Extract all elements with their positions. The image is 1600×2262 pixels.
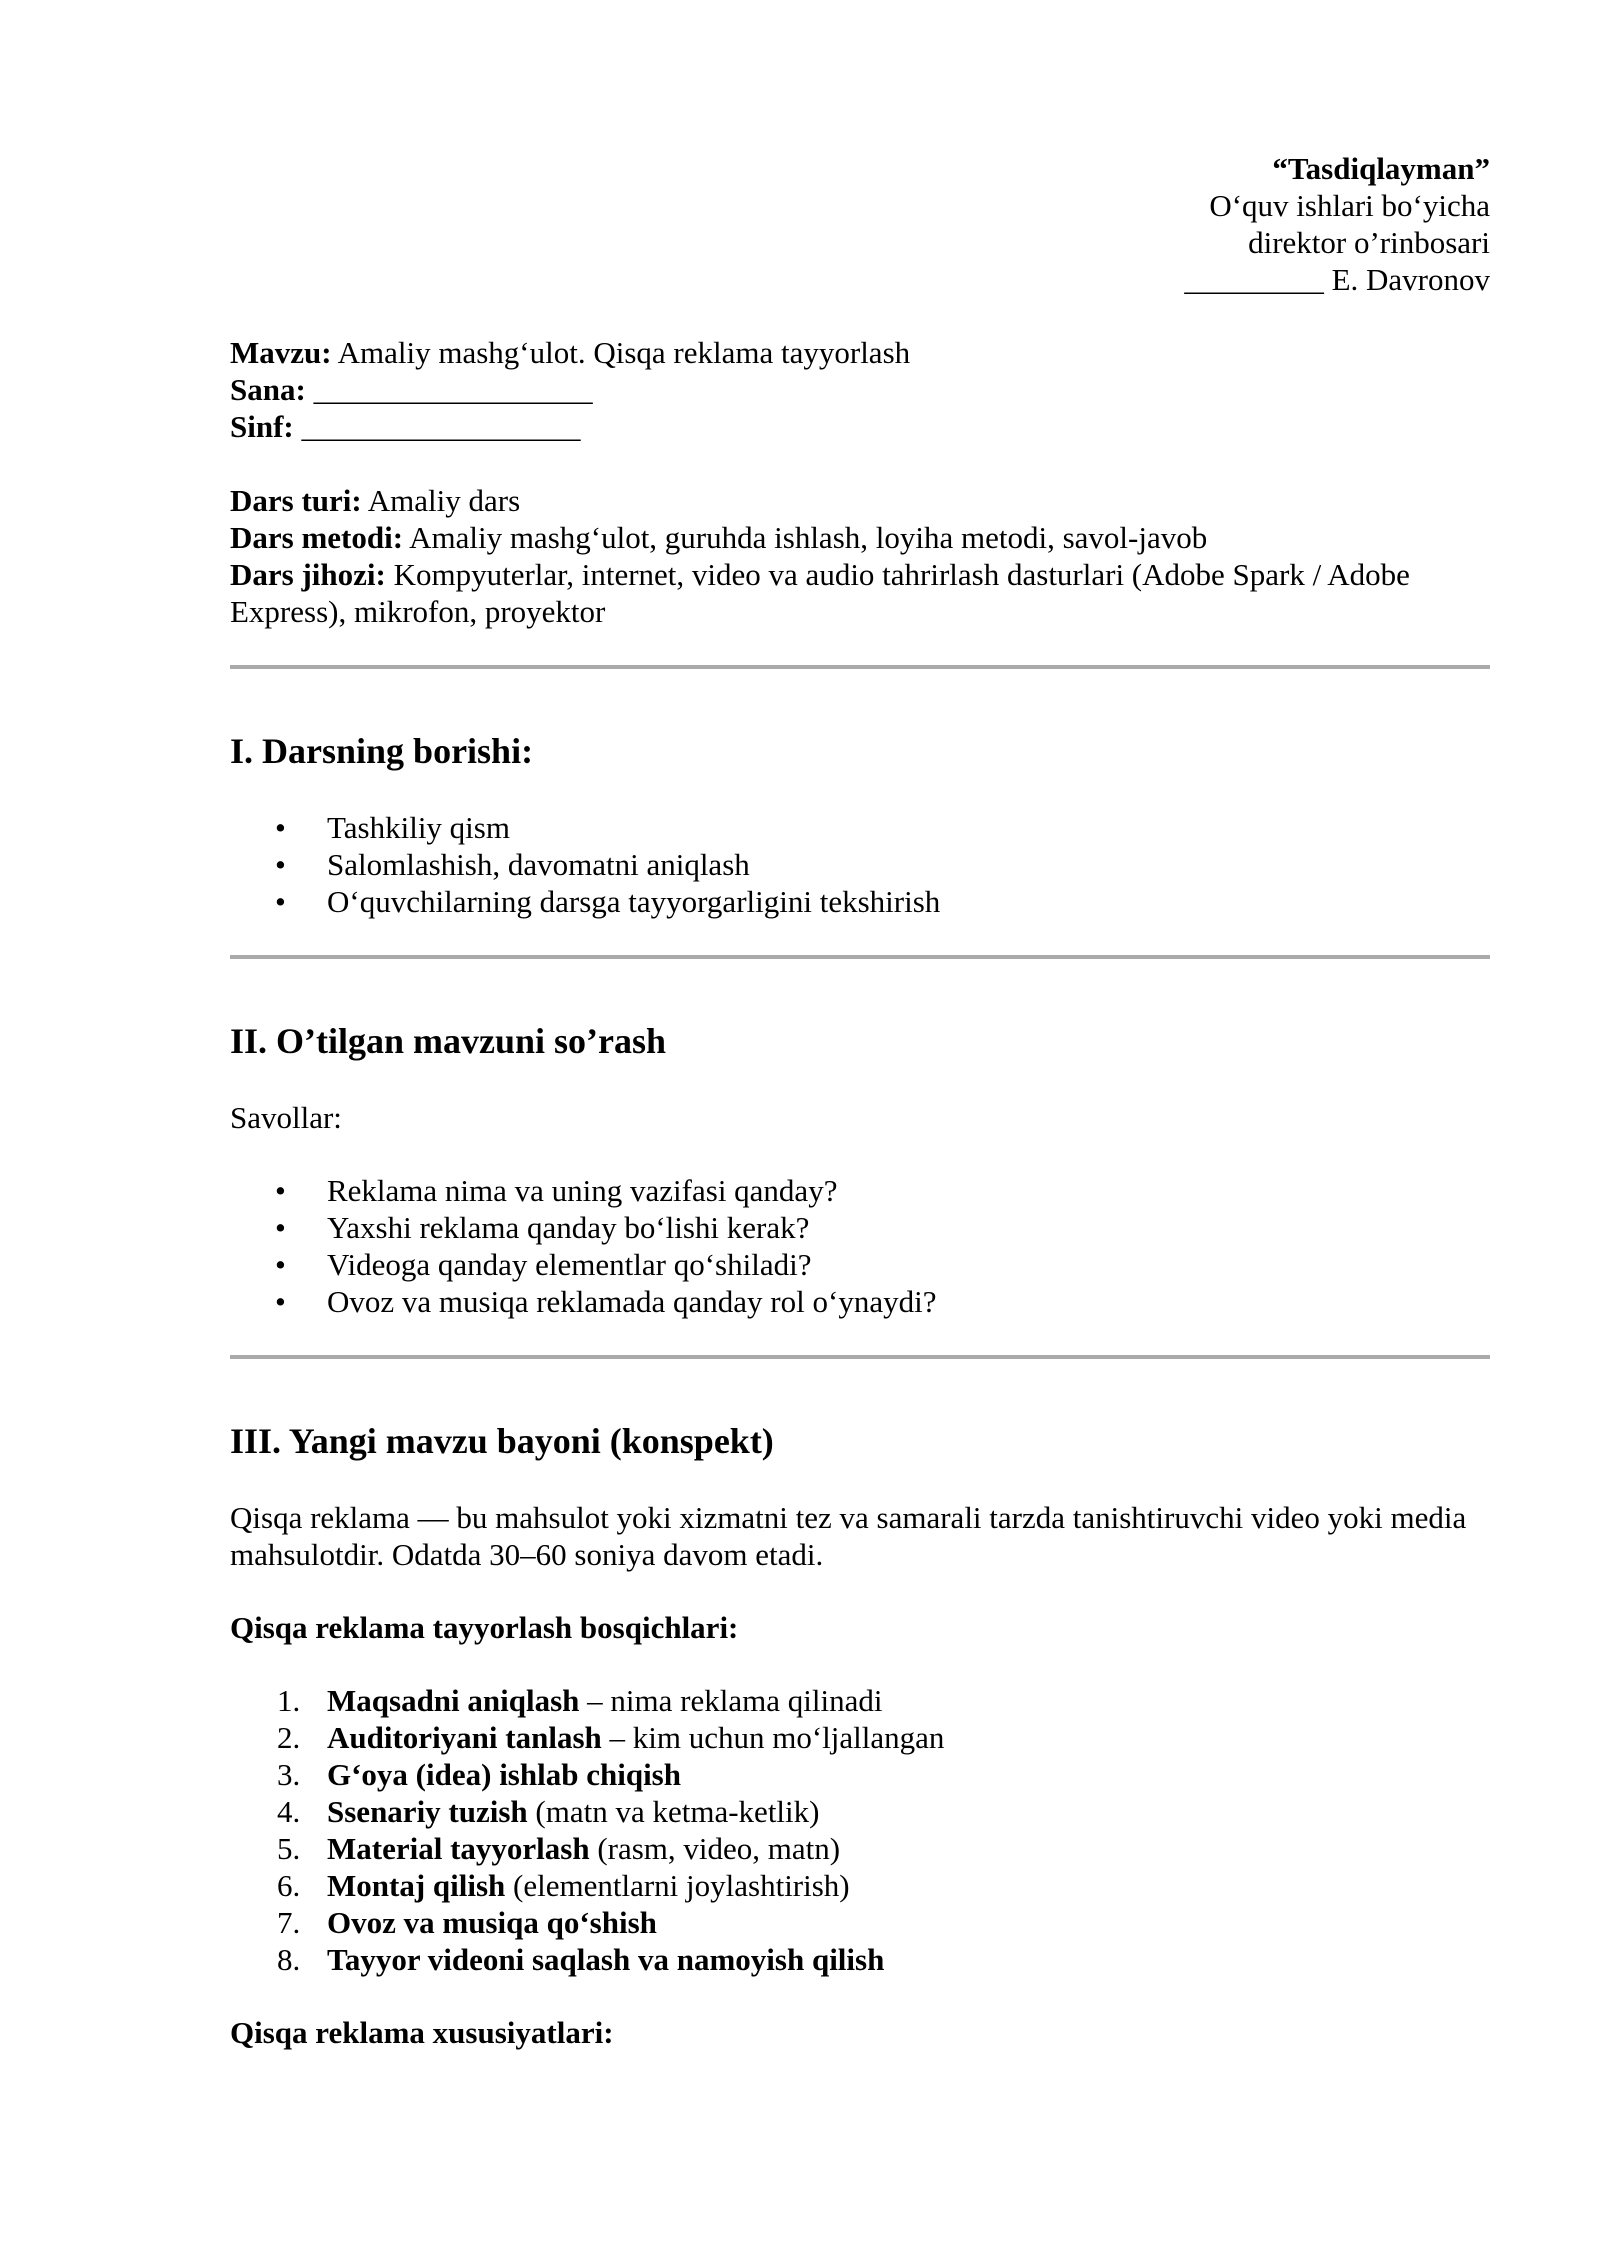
- step-number: 5.: [277, 1831, 301, 1866]
- list-item: 6. Montaj qilish (elementlarni joylashtirish): [277, 1868, 850, 1903]
- lesson-steps-list: [230, 809, 1490, 920]
- lesson-type-label: Dars turi:: [230, 483, 362, 518]
- definition-paragraph: Qisqa reklama — bu mahsulot yoki xizmatni tez va samarali tarzda tanishtiruvchi video yoki media mahsulotdir. Odatda 30–60 soniya davom etadi.: [230, 1500, 1467, 1572]
- section-heading: II. O’tilgan mavzuni so’rash: [230, 1021, 667, 1061]
- lesson-method-value: Amaliy mashg‘ulot, guruhda ishlash, loyiha metodi, savol-javob: [403, 520, 1208, 555]
- bullet-icon: •: [275, 1210, 286, 1245]
- steps-title: Qisqa reklama tayyorlash bosqichlari:: [230, 1610, 739, 1645]
- step-number: 2.: [277, 1720, 301, 1755]
- lesson-type-value: Amaliy dars: [361, 483, 521, 518]
- list-item: • Videoga qanday elementlar qo‘shiladi?: [275, 1247, 812, 1282]
- topic-line: [230, 334, 1490, 371]
- approval-line: O‘quv ishlari bo‘yicha: [1209, 188, 1490, 223]
- list-item: • Tashkiliy qism: [275, 810, 510, 845]
- date-label: Sana:: [230, 372, 306, 407]
- list-item: • Reklama nima va uning vazifasi qanday?: [275, 1173, 838, 1208]
- bullet-icon: •: [275, 1247, 286, 1282]
- lesson-equipment-line: [230, 556, 1490, 630]
- lesson-meta: [230, 334, 1490, 630]
- list-item: 3. G‘oya (idea) ishlab chiqish: [277, 1757, 681, 1792]
- list-item: 4. Ssenariy tuzish (matn va ketma-ketlik): [277, 1794, 820, 1829]
- bullet-icon: •: [275, 847, 286, 882]
- list-item: 7. Ovoz va musiqa qo‘shish: [277, 1905, 657, 1940]
- step-number: 7.: [277, 1905, 301, 1940]
- features-title: Qisqa reklama xususiyatlari:: [230, 2015, 614, 2050]
- bullet-icon: •: [275, 884, 286, 919]
- list-item: 8. Tayyor videoni saqlash va namoyish qilish: [277, 1942, 885, 1977]
- list-item: 5. Material tayyorlash (rasm, video, matn): [277, 1831, 841, 1866]
- list-item: • Ovoz va musiqa reklamada qanday rol o‘ynaydi?: [275, 1284, 937, 1319]
- list-item: 2. Auditoriyani tanlash – kim uchun mo‘ljallangan: [277, 1720, 945, 1755]
- approval-line: direktor o’rinbosari: [1248, 225, 1490, 260]
- step-number: 4.: [277, 1794, 301, 1829]
- approval-block: [230, 150, 1490, 298]
- date-blank: __________________: [305, 372, 593, 407]
- bullet-icon: •: [275, 810, 286, 845]
- section-divider: [230, 1355, 1490, 1359]
- topic-label: Mavzu:: [230, 335, 332, 370]
- bullet-icon: •: [275, 1173, 286, 1208]
- class-blank: __________________: [293, 409, 581, 444]
- lesson-method-label: Dars metodi:: [230, 520, 404, 555]
- list-item: 1. Maqsadni aniqlash – nima reklama qilinadi: [277, 1683, 883, 1718]
- list-item: • O‘quvchilarning darsga tayyorgarligini tekshirish: [275, 884, 941, 919]
- lesson-type-line: [230, 482, 1490, 519]
- step-number: 8.: [277, 1942, 301, 1977]
- list-item: • Yaxshi reklama qanday bo‘lishi kerak?: [275, 1210, 810, 1245]
- class-line: [230, 408, 1490, 445]
- questions-list: [230, 1172, 1490, 1320]
- list-item: • Salomlashish, davomatni aniqlash: [275, 847, 750, 882]
- bullet-icon: •: [275, 1284, 286, 1319]
- section-divider: [230, 955, 1490, 959]
- class-label: Sinf:: [230, 409, 294, 444]
- step-number: 3.: [277, 1757, 301, 1792]
- approval-title: “Tasdiqlayman”: [1272, 151, 1490, 186]
- date-line: [230, 371, 1490, 408]
- section-heading: I. Darsning borishi:: [230, 731, 534, 771]
- lesson-equipment-value: Kompyuterlar, internet, video va audio tahrirlash dasturlari (Adobe Spark / Adobe Express), mikrofon, proyektor: [230, 557, 1410, 629]
- step-number: 6.: [277, 1868, 301, 1903]
- section-heading: III. Yangi mavzu bayoni (konspekt): [230, 1421, 774, 1461]
- topic-value: Amaliy mashg‘ulot. Qisqa reklama tayyorlash: [331, 335, 911, 370]
- steps-list: [230, 1682, 1490, 1978]
- lesson-method-line: [230, 519, 1490, 556]
- questions-intro: Savollar:: [230, 1100, 342, 1135]
- lesson-equipment-label: Dars jihozi:: [230, 557, 386, 592]
- approval-signature: _________ E. Davronov: [1184, 262, 1490, 297]
- document-page: [230, 150, 1490, 2051]
- section-divider: [230, 665, 1490, 669]
- step-number: 1.: [277, 1683, 301, 1718]
